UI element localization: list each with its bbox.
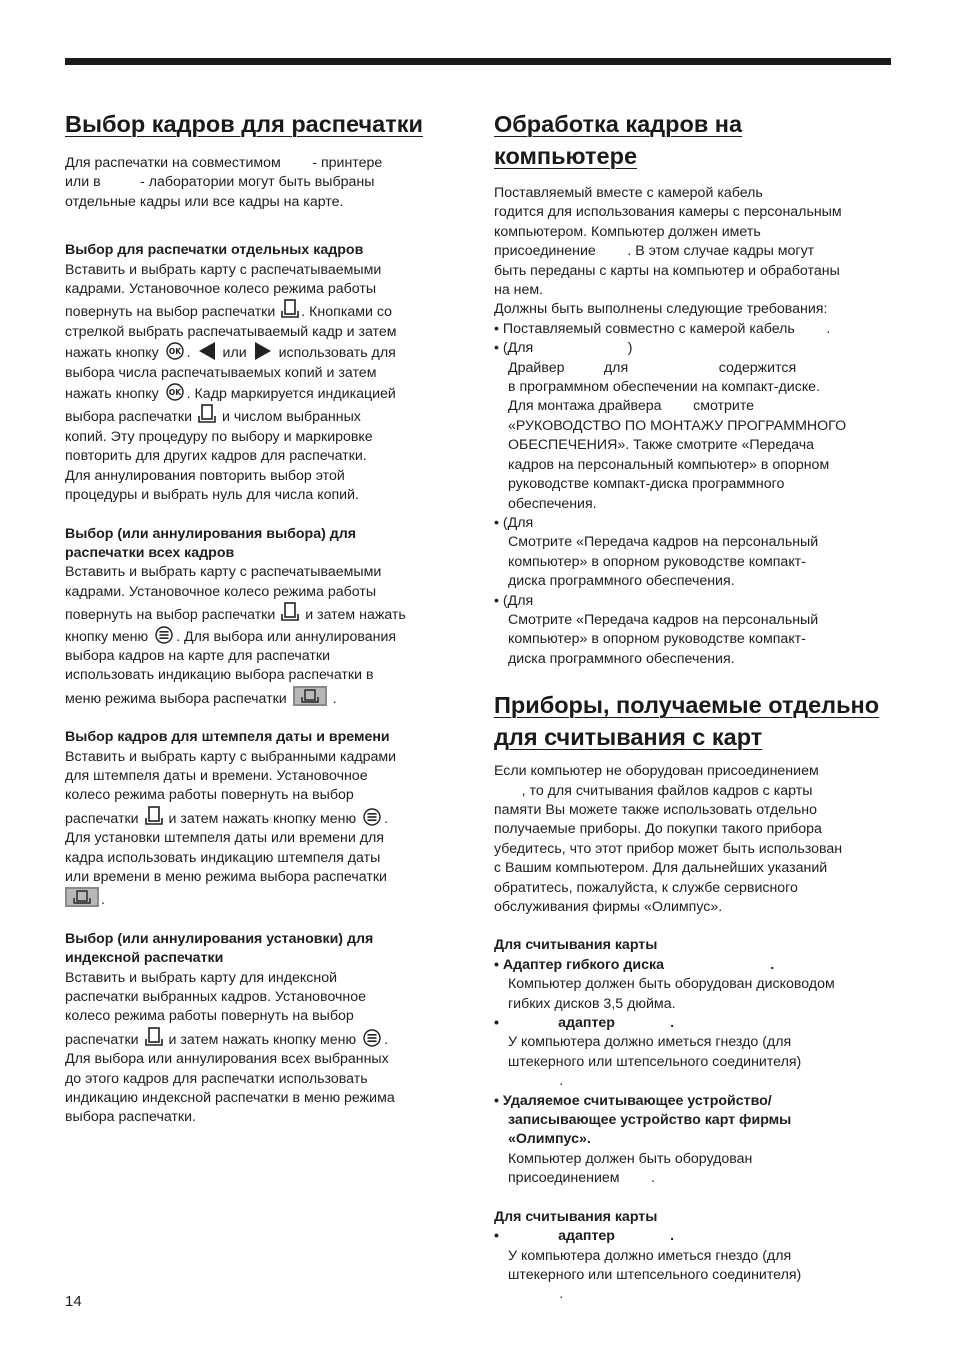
subsection-title: распечатки всех кадров [65,544,235,561]
text-line: до этого кадров для распечатки использовать [65,1070,368,1087]
text-line [65,1027,465,1050]
text-span: . Кнопками со [301,304,393,321]
text-span: меню режима выбора распечатки [65,690,287,707]
text-line: на нем. [494,282,544,299]
text-line [65,806,465,829]
text-span: нажать кнопку [65,345,159,362]
text-span: и затем нажать кнопку меню [168,1031,357,1048]
card-reading-group-2 [494,1208,894,1305]
text-line: получаемые приборы. До покупки такого прибора [494,821,822,838]
text-line [65,404,465,427]
list-item [494,514,894,592]
text-line [65,299,465,322]
subsection-date-stamp [65,728,465,911]
text-line: обратитесь, пожалуйста, к службе сервисного [494,879,798,896]
text-line: выбора кадров на карте для распечатки [65,647,331,664]
text-line: Вставить и выбрать карту с выбранными кадрами [65,748,397,765]
right-column [494,108,894,1305]
text-line: • (Для [494,514,534,531]
section-title-print-selection: Выбор кадров для распечатки [65,111,423,137]
text-span: распечатки [65,1031,139,1048]
text-line: Для распечатки на совместимом - принтере [65,155,383,171]
text-line: компьютером. Компьютер должен иметь [494,223,761,240]
text-line [65,887,465,910]
text-span: и затем нажать кнопку меню [168,810,357,827]
text-line: присоединение . В этом случае кадры могут [494,243,815,260]
text-line: кадров на персональный компьютер» в опорном [508,456,830,473]
text-line: . [508,1286,564,1303]
print-mode-icon [145,806,163,826]
text-line: выбора числа распечатываемых копий и затем [65,364,377,381]
print-mode-icon [145,1027,163,1047]
text-span: . Кадр маркируется индикацией [186,386,396,403]
text-line [65,602,465,625]
text-line: Должны быть выполнены следующие требования: [494,301,828,318]
left-arrow-icon [197,342,217,360]
text-line: У компьютера должно иметься гнездо (для [508,1034,792,1051]
text-line: Для выбора или аннулирования всех выбранных [65,1051,389,1068]
list-item [494,339,894,514]
left-column [65,108,465,1128]
text-span: выбора распечатки [65,409,193,426]
text-line: копий. Эту процедуру по выбору и маркировке [65,428,373,445]
text-span: распечатки [65,810,139,827]
text-line: Если компьютер не оборудован присоединением [494,763,819,780]
text-line: Для монтажа драйвера смотрите [508,398,755,415]
text-line: повторить для других кадров для распечатки. [65,448,367,465]
text-span: и затем нажать [305,607,406,624]
text-line: Компьютер должен быть оборудован [508,1150,753,1167]
subsection-single-frames [65,241,465,505]
subsection-index-print [65,930,465,1128]
text-line: • (Для [494,592,534,609]
requirements-list [494,320,894,669]
text-line: гибких дисков 3,5 дюйма. [508,995,676,1012]
text-line: диска программного обеспечения. [508,573,735,590]
print-mode-icon [281,299,299,319]
text-line [65,383,465,404]
text-line [65,686,465,709]
text-line: Компьютер должен быть оборудован дисководом [508,976,835,993]
subsection-title: Выбор для распечатки отдельных кадров [65,242,364,259]
text-line: Вставить и выбрать карту с распечатываемыми [65,564,382,581]
text-line: компьютер» в опорном руководстве компакт- [508,553,806,570]
text-span: повернуть на выбор распечатки [65,607,276,624]
computer-intro [494,184,894,320]
subsection-title: Для считывания карты [494,1208,658,1225]
svg-text:OK: OK [168,388,181,398]
text-span: . [384,810,389,827]
text-line: стрелкой выбрать распечатываемый кадр и затем [65,323,397,340]
text-line: индикацию индексной распечатки в меню режима [65,1090,395,1107]
text-span: . Для выбора или аннулирования [176,628,397,645]
text-line: диска программного обеспечения. [508,650,735,667]
menu-button-icon [154,626,174,644]
text-line: выбора распечатки. [65,1109,196,1126]
date-stamp-screen-icon [65,887,99,907]
list-item [494,592,894,670]
text-span: кнопку меню [65,628,149,645]
text-line: обслуживания фирмы «Олимпус». [494,899,723,915]
text-line: в программном обеспечении на компакт-диске. [508,379,821,396]
text-line: Смотрите «Передача кадров на персональный [508,534,819,551]
print-mode-icon [198,404,216,424]
top-rule [65,58,891,65]
text-line: «РУКОВОДСТВО ПО МОНТАЖУ ПРОГРАММНОГО [508,417,847,434]
text-span: . [332,690,337,707]
text-line: кадрами. Установочное колесо режима работы [65,583,377,600]
print-menu-screen-icon [293,686,327,706]
list-item-title: • адаптер . [494,1228,675,1245]
text-line: процедуры и выбрать нуль для числа копий. [65,487,359,504]
subsection-title: Выбор (или аннулирования установки) для [65,930,374,947]
menu-button-icon [362,808,382,826]
text-line: или в - лаборатории могут быть выбраны [65,174,375,191]
text-span: использовать для [278,345,396,362]
page-number: 14 [65,1293,82,1310]
text-line: колесо режима работы повернуть на выбор [65,787,354,804]
list-item-title: • Адаптер гибкого диска . [494,956,775,973]
text-line: Для аннулирования повторить выбор этой [65,467,345,484]
list-item: • Поставляемый совместно с камерой кабель . [494,320,831,337]
text-line: компьютер» в опорном руководстве компакт- [508,631,806,648]
list-item-title: • Удаляемое считывающее устройство/ [494,1092,772,1109]
text-span: повернуть на выбор распечатки [65,304,276,321]
text-span: . [101,892,105,909]
text-line: У компьютера должно иметься гнездо (для [508,1247,792,1264]
list-item-title: «Олимпус». [508,1131,591,1148]
section-title-card-readers: Приборы, получаемые отдельно [494,692,880,719]
text-line [65,626,465,647]
text-line: Поставляемый вместе с камерой кабель [494,185,763,201]
text-line: с Вашим компьютером. Для дальнейших указаний [494,860,828,877]
text-line: . [508,1073,564,1090]
text-line: Вставить и выбрать карту для индексной [65,969,338,986]
section-title-computer-processing: Обработка кадров на [494,111,743,137]
text-span: . [384,1031,389,1048]
text-line: использовать индикацию выбора распечатки в [65,667,374,684]
text-line: штекерного или штепсельного соединителя) [508,1053,802,1070]
text-span: нажать кнопку [65,386,159,403]
svg-text:OK: OK [168,347,181,357]
text-line: штекерного или штепсельного соединителя) [508,1266,802,1283]
section-title-card-readers-line2: для считывания с карт [494,724,763,751]
card-readers-intro [494,762,894,917]
text-line: убедитесь, что этот прибор может быть использован [494,840,843,857]
text-line: кадрами. Установочное колесо режима работы [65,281,377,298]
list-item-title: • адаптер . [494,1015,675,1032]
text-line [65,342,465,363]
ok-button-icon [165,342,185,360]
text-line: колесо режима работы повернуть на выбор [65,1008,354,1025]
text-line: кадра использовать индикацию штемпеля даты [65,849,381,866]
text-line: или времени в меню режима выбора распечатки [65,869,387,885]
text-line: быть переданы с карты на компьютер и обработаны [494,262,840,279]
text-line: памяти Вы можете также использовать отдельно [494,801,817,818]
subsection-title: Выбор (или аннулирования выбора) для [65,525,357,542]
text-line: присоединением . [508,1170,656,1187]
text-span: . [186,345,191,362]
text-line: руководстве компакт-диска программного [508,476,785,493]
intro-paragraph [65,154,465,212]
text-line: обеспечения. [508,495,597,512]
print-mode-icon [281,602,299,622]
text-line: , то для считывания файлов кадров с карты [494,782,813,799]
text-line: Драйвер для содержится [508,359,797,376]
text-span: или [222,345,247,362]
list-item-title: записывающее устройство карт фирмы [508,1112,792,1129]
text-line: • (Для ) [494,340,633,357]
subsection-title: индексной распечатки [65,950,224,967]
text-line: Смотрите «Передача кадров на персональный [508,611,819,628]
subsection-title: Для считывания карты [494,937,658,954]
text-span: и числом выбранных [221,409,361,426]
subsection-all-frames [65,525,465,710]
right-arrow-icon [253,342,273,360]
text-line: Для установки штемпеля даты или времени для [65,830,384,847]
menu-button-icon [362,1029,382,1047]
text-line: отдельные кадры или все кадры на карте. [65,193,344,210]
ok-button-icon [165,383,185,401]
text-line: Вставить и выбрать карту с распечатываемыми [65,261,382,278]
text-line: для штемпеля даты и времени. Установочное [65,767,368,784]
section-title-computer-processing-line2: компьютере [494,143,638,169]
text-line: распечатки выбранных кадров. Установочное [65,989,367,1006]
card-reading-group-1 [494,936,894,1188]
text-line: годится для использования камеры с персональным [494,204,842,221]
text-line: ОБЕСПЕЧЕНИЯ». Также смотрите «Передача [508,437,815,454]
subsection-title: Выбор кадров для штемпеля даты и времени [65,729,390,746]
